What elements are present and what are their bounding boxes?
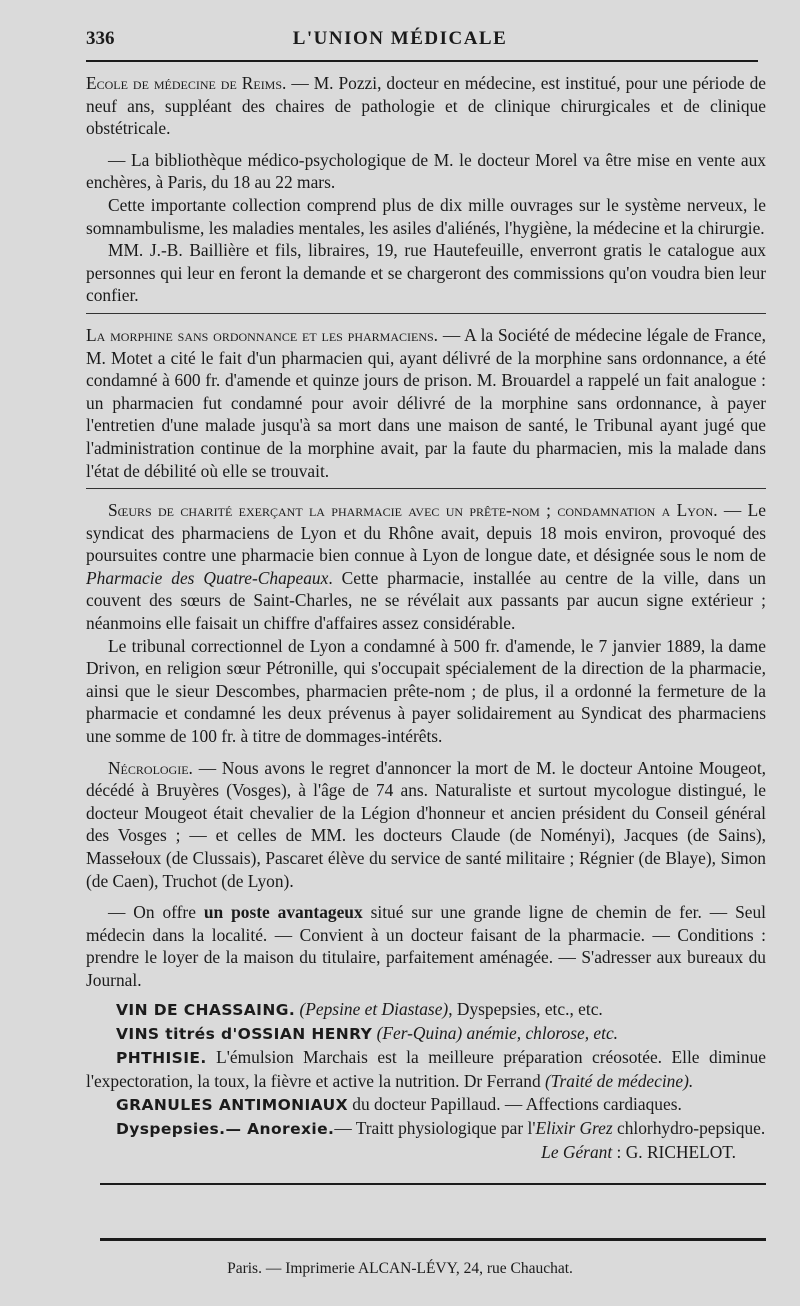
ad-granules: GRANULES ANTIMONIAUX du docteur Papillaud. — Affections cardiaques. xyxy=(116,1093,682,1114)
gerant-signature: Le Gérant : G. RICHELOT. xyxy=(541,1141,736,1162)
ad-ossian-henry: VINS titrés d'OSSIAN HENRY (Fer-Quina) anémie, chlorose, etc. xyxy=(116,1022,619,1043)
necrology-notice: Nécrologie. — Nous avons le regret d'annoncer la mort de M. le docteur Antoine Mougeot, décédé à Bruyères (Vosges), à l'âge de 74 ans. Naturaliste et surtout mycologue distingué, le docteur Mougeot était chevalier de la Légion d'honneur et ancien président du Conseil général des Vosges ; — et celles de MM. les docteurs Claude (de Noményi), Jacques (de Sains), Massełoux (de Clussais), Pascaret élève du service de santé militaire ; Régnier (de Blaye), Simon (de Caen), Truchot (de Lyon). xyxy=(86,757,766,891)
section-divider xyxy=(86,488,766,489)
library-notice: — La bibliothèque médico-psychologique de M. le docteur Morel va être mise en vente aux enchères, à Paris, du 18 au 22 mars. xyxy=(86,149,766,193)
footer-rule-bottom xyxy=(100,1238,766,1241)
job-offer-notice: — On offre un poste avantageux situé sur une grande ligne de chemin de fer. — Seul médecin dans la localité. — Convient à un docteur faisant de la pharmacie. — Conditions : prendre le loyer de la maison du titulaire, parfaitement aménagée. — S'adresser aux bureaux du Journal. xyxy=(86,902,766,990)
job-offer-highlight: un poste avantageux xyxy=(203,902,363,923)
reims-notice: Ecole de médecine de Reims. — M. Pozzi, docteur en médecine, est institué, pour une période de neuf ans, suppléant des chaires de pathologie et de clinique chirurgicales et de clinique obstétricale. xyxy=(86,73,766,139)
running-header xyxy=(0,28,800,58)
soeurs-notice: Sœurs de charité exerçant la pharmacie avec un prête-nom ; condamnation a Lyon. — Le syndicat des pharmaciens de Lyon et du Rhône avait, depuis 18 mois environ, provoqué des poursuites contre une pharmacie bien connue à Lyon de longue date, et désignée sous le nom de Pharmacie des Quatre-Chapeaux. Cette pharmacie, installée au centre de la ville, dans un couvent des sœurs de Saint-Charles, ne se révélait aux passants par aucun signe extérieur ; néanmoins elle faisait un chiffre d'affaires assez considérable. xyxy=(86,500,766,634)
article-column xyxy=(86,72,766,1164)
ad-chassaing: VIN DE CHASSAING. (Pepsine et Diastase), Dyspepsies, etc., etc. xyxy=(116,998,603,1019)
header-rule xyxy=(86,60,758,62)
ad-dyspepsies: Dyspepsies.— Anorexie.— Traitt physiologique par l'Elixir Grez chlorhydro-pepsique. xyxy=(116,1117,766,1138)
reims-heading: Ecole de médecine de Reims. xyxy=(86,73,287,93)
page-number: 336 xyxy=(86,28,115,49)
soeurs-heading: Sœurs de charité exerçant la pharmacie avec un prête-nom ; condamnation a Lyon. xyxy=(108,500,718,521)
soeurs-judgment: Le tribunal correctionnel de Lyon a condamné à 500 fr. d'amende, le 7 janvier 1889, la dame Drivon, en religion sœur Pétronille, qui s'occupait spécialement de la direction de la pharmacie, ainsi que le sieur Descombes, pharmacien prête-nom ; de plus, il a ordonné la fermeture de la pharmacie et condamné les deux prévenus à payer solidairement au Syndicat des pharmaciens une somme de 100 fr. à titre de dommages-intérêts. xyxy=(86,635,766,747)
morphine-heading: La morphine sans ordonnance et les pharmaciens. xyxy=(86,324,439,345)
section-divider xyxy=(86,313,766,314)
footer-rule-top xyxy=(100,1183,766,1185)
morphine-notice: La morphine sans ordonnance et les pharmaciens. — A la Société de médecine légale de France, M. Motet a cité le fait d'un pharmacien qui, ayant délivré de la morphine sans ordonnance, a été condamné à 600 fr. d'amende et quinze jours de prison. M. Brouardel a rappelé un fait analogue : un pharmacien fut condamné pour avoir délivré de la morphine sans ordonnance, à payer l'entretien d'une malade jusqu'à sa mort dans une maison de santé, le Tribunal ayant jugé que l'administration continue de la morphine avait, par la faute du pharmacien, mis la malade dans l'état de débilité où elle se trouvait. xyxy=(86,324,766,481)
printer-imprint: Paris. — Imprimerie ALCAN-LÉVY, 24, rue Chauchat. xyxy=(227,1260,573,1277)
ad-phthisie: PHTHISIE. L'émulsion Marchais est la meilleure préparation créosotée. Elle diminue l'expectoration, la toux, la fièvre et active la nutrition. Dr Ferrand (Traité de médecine). xyxy=(86,1046,766,1091)
library-catalogue: MM. J.-B. Baillière et fils, libraires, 19, rue Hautefeuille, enverront gratis le catalogue aux personnes qui leur en feront la demande et se chargeront des commissions qu'on voudra bien leur confier. xyxy=(86,240,766,306)
necrology-heading: Nécrologie. xyxy=(108,757,193,778)
library-collection: Cette importante collection comprend plus de dix mille ouvrages sur le système nerveux, le somnambulisme, les maladies mentales, les asiles d'aliénés, l'hygiène, la médecine et la chirurgie. xyxy=(86,194,766,238)
journal-title: L'UNION MÉDICALE xyxy=(292,28,508,49)
